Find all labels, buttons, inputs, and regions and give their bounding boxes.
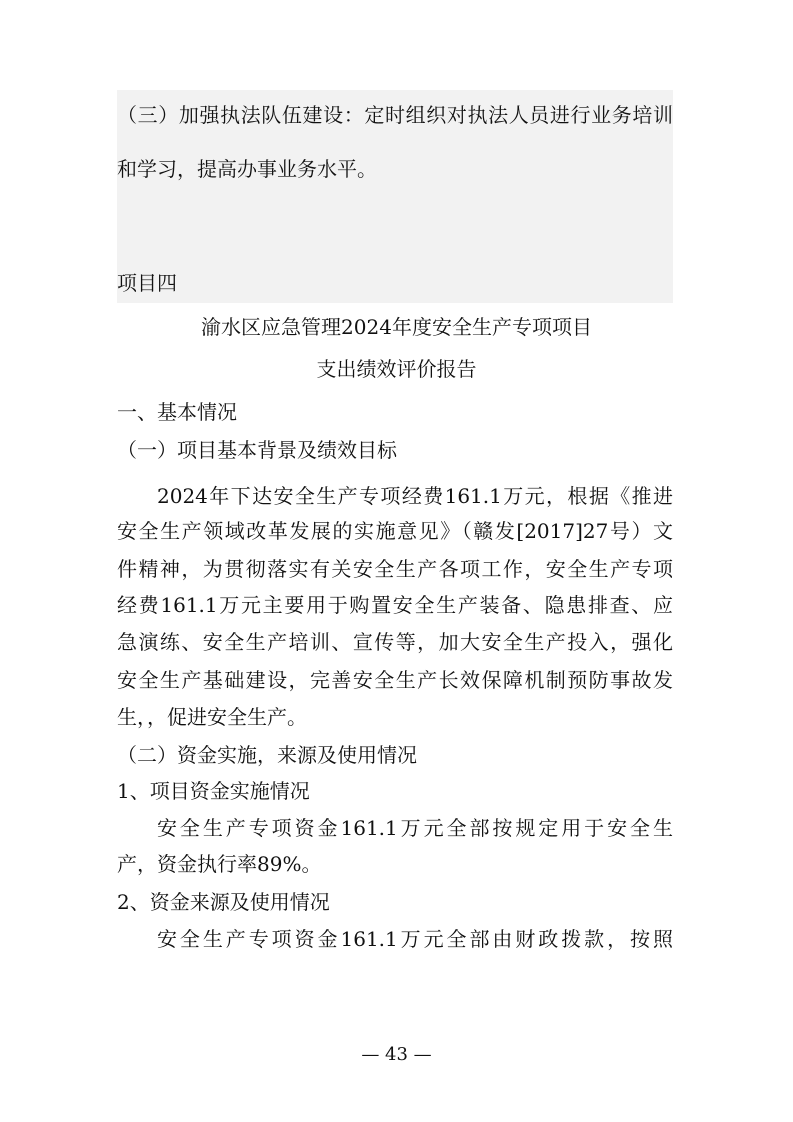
para2-line-2: 产，资金执行率89%。 [117,852,322,876]
report-title-line-2: 支出绩效评价报告 [316,357,477,381]
heading-background: （一）项目基本背景及绩效目标 [117,438,397,462]
para1-line-2: 安全生产领域改革发展的实施意见》（赣发[2017]27号）文 [117,519,673,543]
section-3-line-1: （三）加强执法队伍建设：定时组织对执法人员进行业务培训 [117,103,673,127]
para1-line-6: 安全生产基础建设，完善安全生产长效保障机制预防事故发 [117,668,673,692]
para1-line-1: 2024年下达安全生产专项经费161.1万元，根据《推进 [157,484,673,508]
sub-heading-source: 2、资金来源及使用情况 [117,890,330,914]
para1-line-7: 生，，促进安全生产。 [117,705,307,729]
heading-funding: （二）资金实施，来源及使用情况 [117,743,417,767]
para3-line-1: 安全生产专项资金161.1万元全部由财政拨款，按照 [157,927,673,951]
page-number: — 43 — [361,1044,432,1065]
report-title-line-1: 渝水区应急管理2024年度安全生产专项项目 [201,315,592,339]
section-3-line-2: 和学习，提高办事业务水平。 [117,157,377,181]
para1-line-4: 经费161.1万元主要用于购置安全生产装备、隐患排查、应 [117,593,673,617]
para2-line-1: 安全生产专项资金161.1万元全部按规定用于安全生 [157,816,673,840]
project-label: 项目四 [117,271,177,295]
para1-line-3: 件精神，为贯彻落实有关安全生产各项工作，安全生产专项 [117,557,673,581]
sub-heading-implementation: 1、项目资金实施情况 [117,779,310,803]
para1-line-5: 急演练、安全生产培训、宣传等，加大安全生产投入，强化 [117,630,673,654]
heading-basic-info: 一、基本情况 [117,400,237,424]
